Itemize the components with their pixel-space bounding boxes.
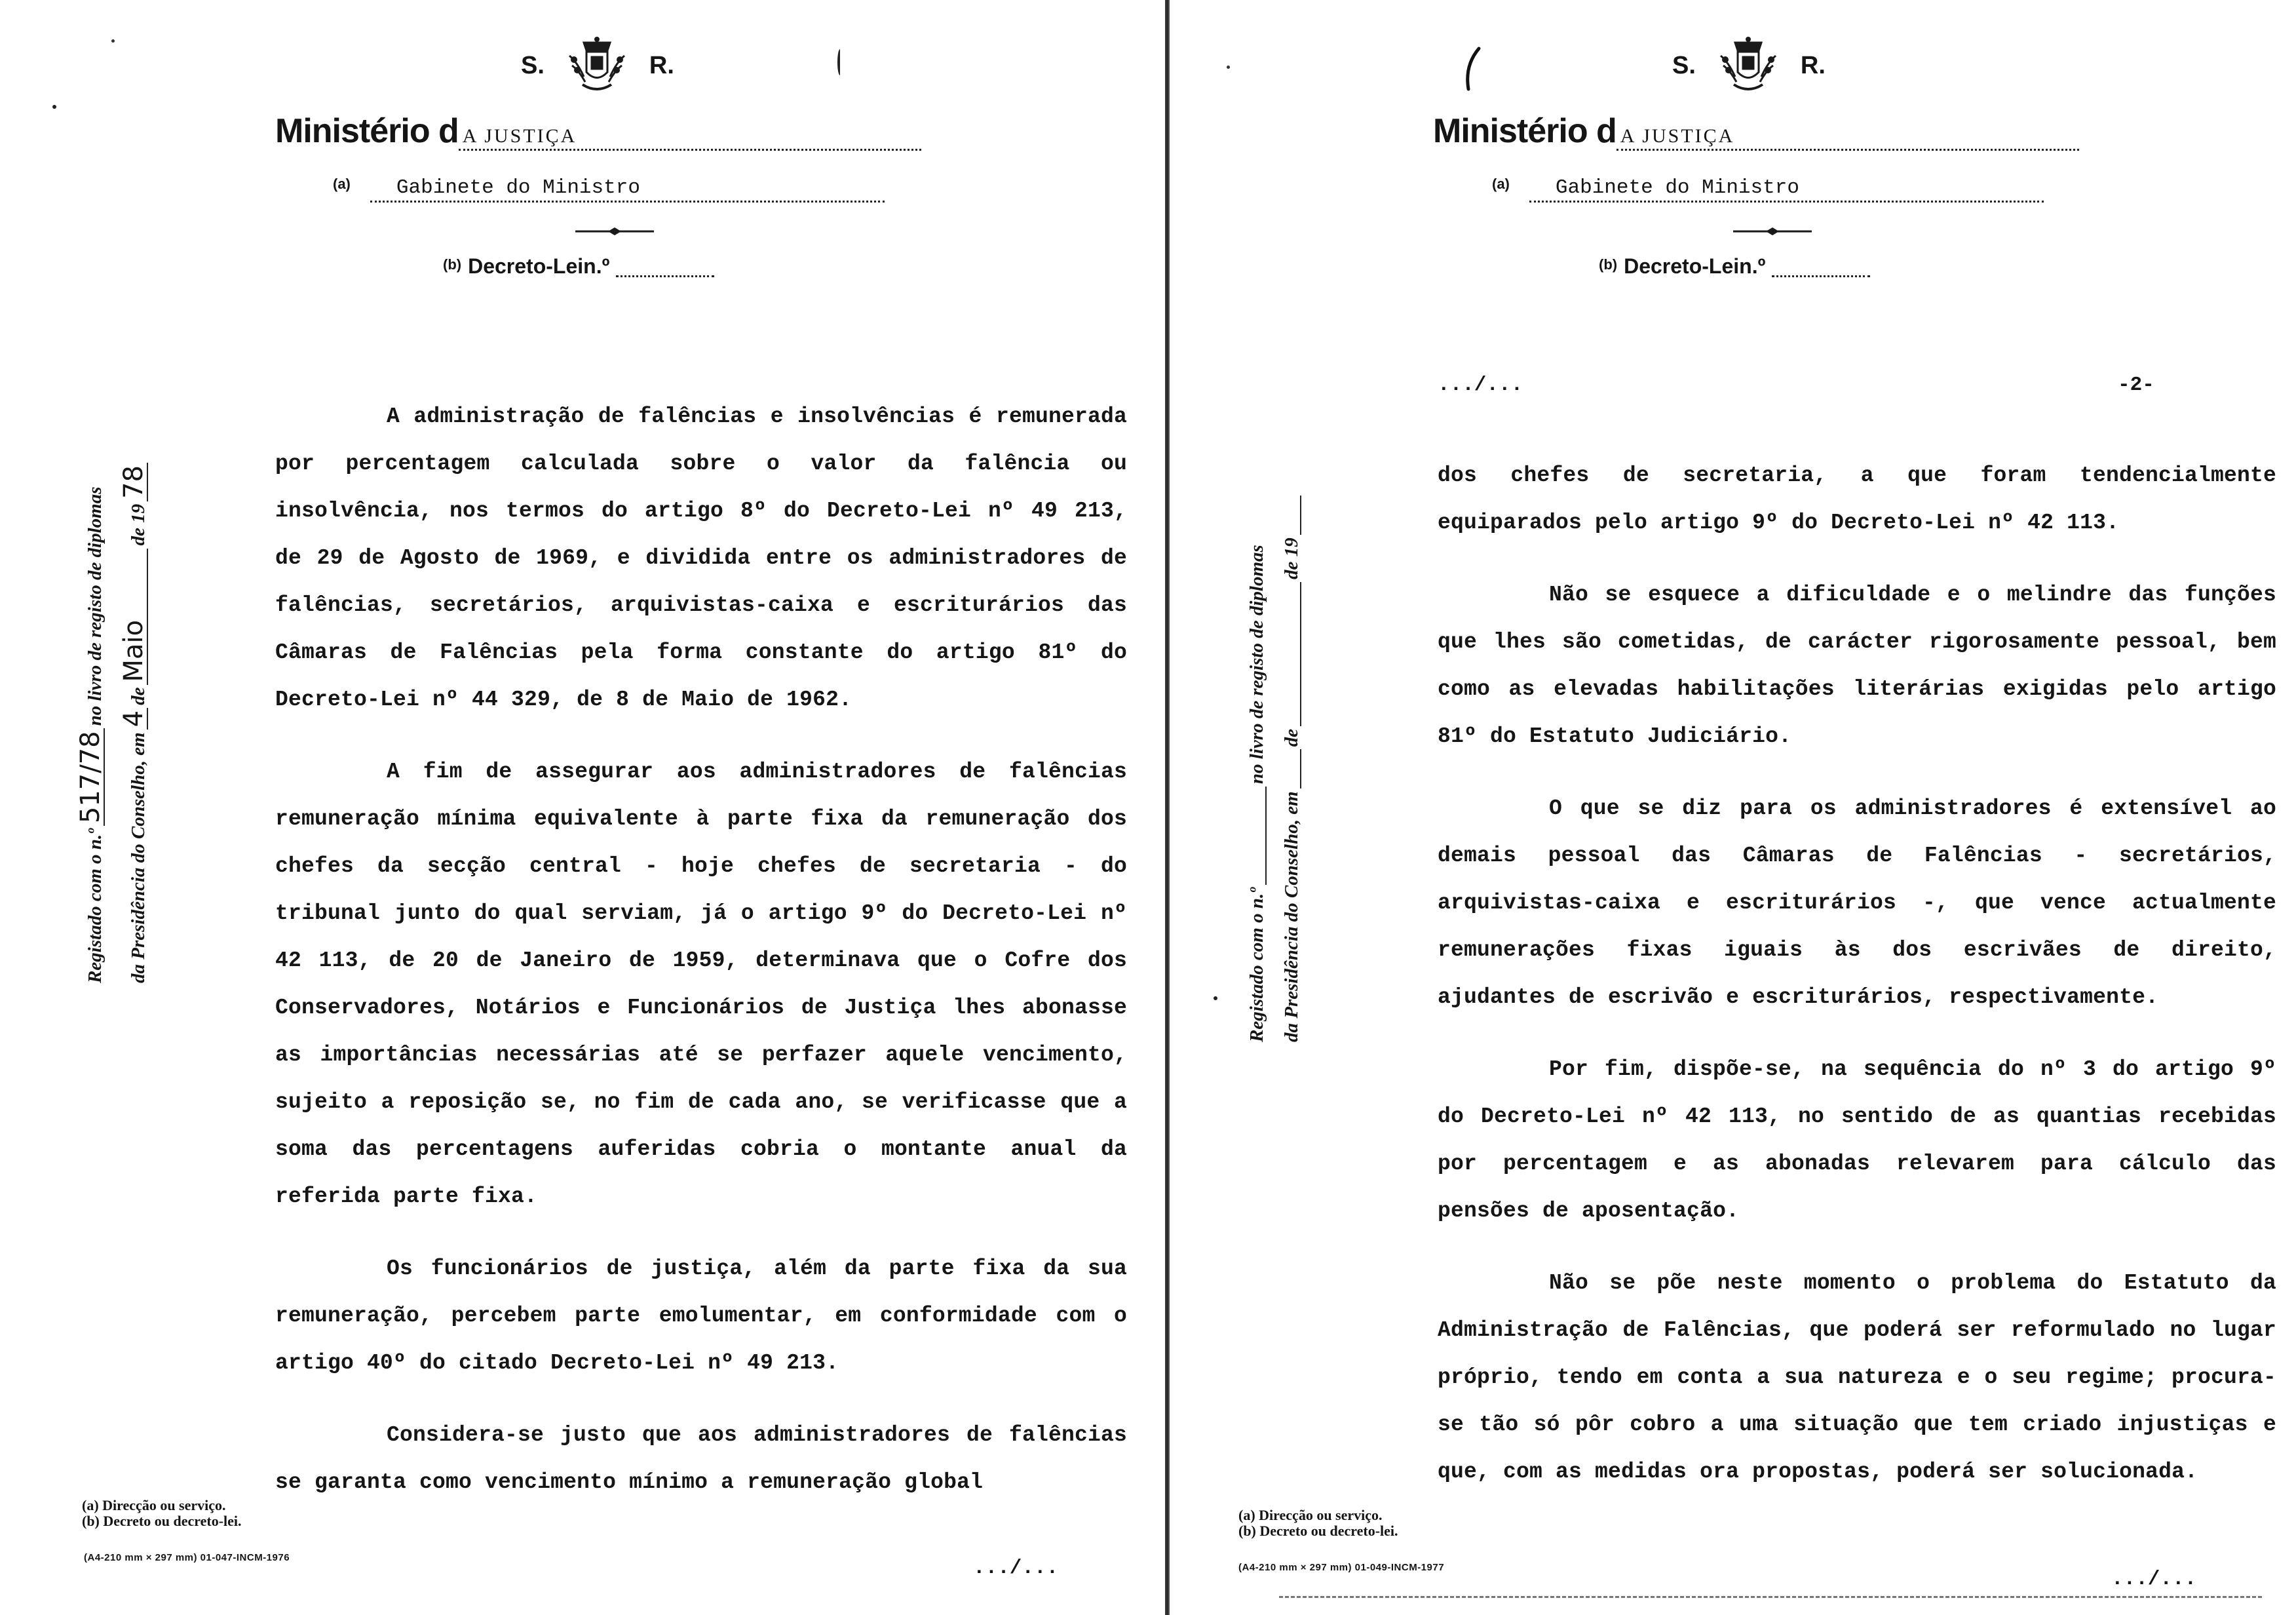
footnotes [82, 1498, 242, 1529]
decree-label: Decreto-Lein.º [1624, 254, 1766, 278]
registration-year: 78 [121, 463, 148, 501]
registration-day: 4 [121, 708, 148, 730]
footnotes [1238, 1508, 1398, 1539]
decree-label: Decreto-Lein.º [468, 254, 610, 278]
decree-footnote-tag: (b) [443, 256, 462, 273]
registration-number: 517/78 [77, 728, 105, 826]
ornament-divider [575, 226, 654, 237]
footnote-b: (b) Decreto ou decreto-lei. [1238, 1523, 1398, 1539]
paragraph: Os funcionários de justiça, além da parte fixa da sua remuneração, percebem parte emolumentar, em conformidade com o artigo 40º do citado Decreto-Lei nº 49 213. [275, 1256, 1127, 1375]
registration-number-blank [1265, 787, 1267, 885]
crest-letter-r: R. [1800, 51, 1826, 79]
registration-year-blank [1300, 496, 1301, 535]
ornament-divider [1733, 226, 1812, 237]
right-body-text [1438, 452, 2276, 1496]
continued-from-marker: .../... [1438, 374, 1523, 397]
scan-edge-line [1279, 1596, 2262, 1600]
page-number: -2- [2118, 374, 2154, 397]
paragraph: Por fim, dispõe-se, na sequência do nº 3 do artigo 9º do Decreto-Lei nº 42 113, no sentido de as quantias recebidas por percentagem e as abonadas relevarem para cálculo das pensões de aposentação. [1438, 1057, 2276, 1223]
scan-speck [52, 105, 56, 109]
continuation-marker: .../... [973, 1557, 1059, 1580]
registration-margin-note: Registado com o n.º no livro de registo de diplomas da Presidência do Conselho, em de de 19 [1248, 493, 1301, 1042]
crest-letter-r: R. [649, 51, 674, 79]
right-page [1148, 0, 2296, 1615]
paragraph: Não se esquece a dificuldade e o melindre das funções que lhes são cometidas, de carácter rigorosamente pessoal, bem como as elevadas habilitações literárias exigidas pelo artigo 81º do Estatuto Judiciário. [1438, 583, 2276, 749]
cabinet-footnote-tag: (a) [333, 176, 351, 192]
ministry-name: A JUSTIÇA [459, 125, 921, 151]
crest-letter-s: S. [1672, 51, 1696, 79]
registration-margin-note: Registado com o n.º 517/78 no livro de registo de diplomas da Presidência do Conselho, em 4 de Maio de 19 78 [77, 460, 148, 983]
cabinet-name: Gabinete do Ministro [1529, 176, 2044, 203]
scan-mark [837, 49, 843, 75]
decree-number-blank [1772, 256, 1870, 277]
coat-of-arms-icon [1715, 36, 1781, 95]
continuation-marker: .../... [2111, 1568, 2197, 1591]
paragraph: A fim de assegurar aos administradores de falências remuneração mínima equivalente à parte fixa da remuneração dos chefes da secção central - hoje chefes de secretaria - do tribunal junto do qual serviam, já o artigo 9º do Decreto-Lei nº 42 113, de 20 de Janeiro de 1959, determinava que o Cofre dos Conservadores, Notários e Funcionários de Justiça lhes abonasse as importâncias necessárias até se perfazer aquele vencimento, sujeito a reposição se, no fim de cada ano, se verificasse que a soma das percentagens auferidas cobria o montante anual da referida parte fixa. [275, 760, 1127, 1209]
cabinet-footnote-tag: (a) [1492, 176, 1510, 192]
registration-day-blank [1300, 749, 1301, 788]
registration-month-blank [1300, 582, 1301, 726]
cabinet-line [333, 176, 885, 203]
footnote-a: (a) Direcção ou serviço. [1238, 1507, 1383, 1523]
paragraph: O que se diz para os administradores é extensível ao demais pessoal das Câmaras de Falências - secretários, arquivistas-caixa e escriturários -, que vence actualmente remunerações fixas iguais às dos escrivães de direito, ajudantes de escrivão e escriturários, respectivamente. [1438, 796, 2276, 1009]
crest-header [521, 36, 674, 95]
decree-footnote-tag: (b) [1599, 256, 1618, 273]
decree-number-blank [616, 256, 714, 277]
ministry-name: A JUSTIÇA [1617, 125, 2079, 151]
footnote-b: (b) Decreto ou decreto-lei. [82, 1513, 242, 1529]
paragraph: Considera-se justo que aos administradores de falências se garanta como vencimento mínimo a remuneração global [275, 1423, 1127, 1494]
decree-line [443, 254, 714, 279]
crest-letter-s: S. [521, 51, 545, 79]
paragraph: A administração de falências e insolvências é remunerada por percentagem calculada sobre o valor da falência ou insolvência, nos termos do artigo 8º do Decreto-Lei nº 49 213, de 29 de Agosto de 1969, e dividida entre os administradores de falências, secretários, arquivistas-caixa e escriturários das Câmaras de Falências pela forma constante do artigo 81º do Decreto-Lei nº 44 329, de 8 de Maio de 1962. [275, 404, 1127, 712]
print-code: (A4-210 mm × 297 mm) 01-047-INCM-1976 [84, 1552, 290, 1563]
crest-header [1672, 36, 1826, 95]
ministry-prefix: Ministério d [1433, 112, 1617, 150]
scan-mark [1459, 46, 1485, 92]
print-code: (A4-210 mm × 297 mm) 01-049-INCM-1977 [1238, 1562, 1445, 1573]
coat-of-arms-icon [564, 36, 630, 95]
scan-speck [1227, 66, 1230, 69]
ministry-heading [1433, 111, 2079, 157]
scan-speck [1214, 996, 1217, 1000]
paragraph: dos chefes de secretaria, a que foram tendencialmente equiparados pelo artigo 9º do Decreto-Lei nº 42 113. [1438, 463, 2276, 535]
registration-month: Maio [121, 549, 148, 685]
cabinet-name: Gabinete do Ministro [370, 176, 885, 203]
footnote-a: (a) Direcção ou serviço. [82, 1497, 226, 1513]
scan-speck [111, 39, 115, 43]
ministry-prefix: Ministério d [275, 112, 459, 150]
left-body-text [275, 393, 1127, 1506]
ministry-heading [275, 111, 921, 157]
cabinet-line [1492, 176, 2044, 203]
paragraph: Não se põe neste momento o problema do Estatuto da Administração de Falências, que poderá ser reformulado no lugar próprio, tendo em conta a sua natureza e o seu regime; procura-se tão só pôr cobro a uma situação que tem criado injustiças e que, com as medidas ora propostas, poderá ser solucionada. [1438, 1271, 2276, 1484]
decree-line [1599, 254, 1870, 279]
